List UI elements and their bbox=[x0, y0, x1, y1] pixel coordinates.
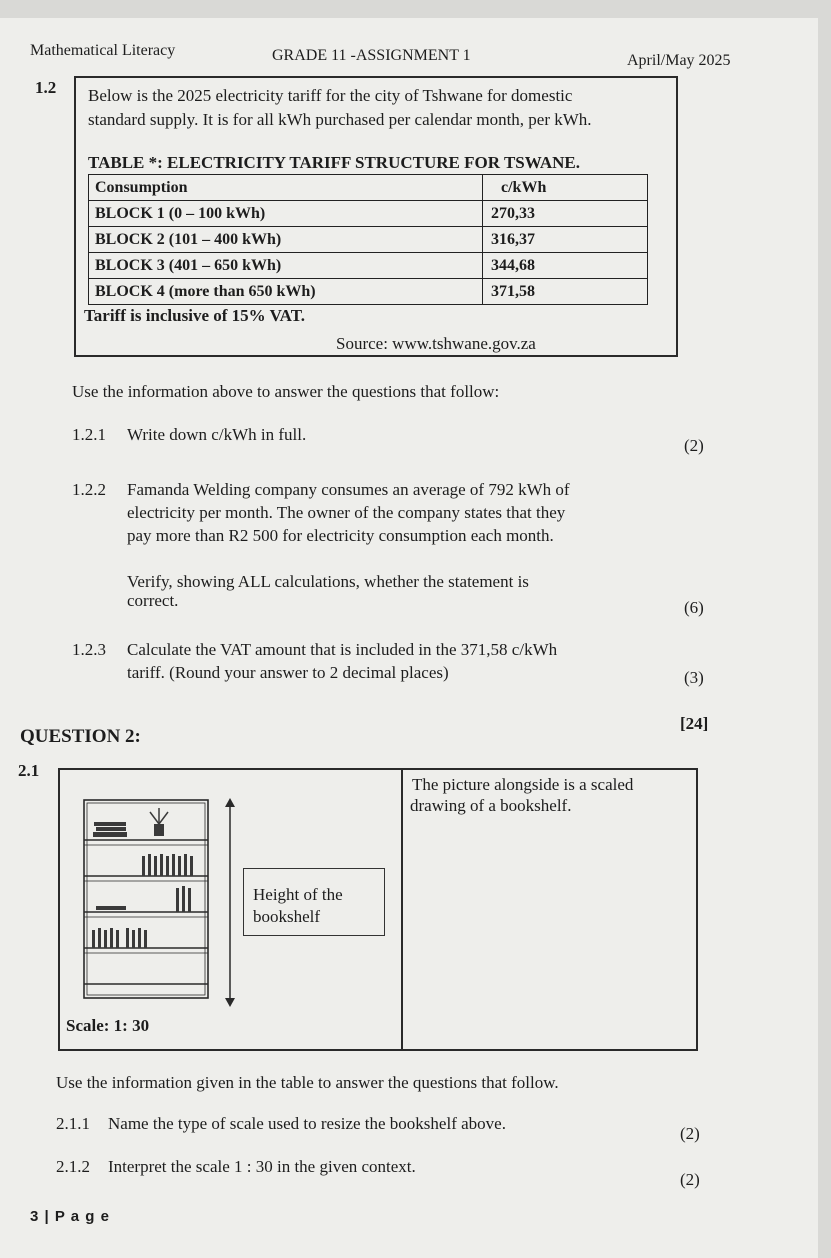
question-text: Famanda Welding company consumes an average of 792 kWh of bbox=[127, 480, 570, 499]
marks: (2) bbox=[680, 1124, 700, 1143]
source-text: Source: www.tshwane.gov.za bbox=[336, 334, 536, 353]
block-cell: BLOCK 3 (401 – 650 kWh) bbox=[89, 253, 483, 279]
intro-line-1: Below is the 2025 electricity tariff for the city of Tshwane for domestic bbox=[88, 86, 573, 105]
question-text: Name the type of scale used to resize the bookshelf above. bbox=[108, 1114, 506, 1133]
table-row bbox=[89, 279, 648, 305]
bookshelf-drawing bbox=[80, 796, 240, 1008]
question-text: pay more than R2 500 for electricity consumption each month. bbox=[127, 526, 554, 545]
question-number: 1.2.3 bbox=[72, 640, 106, 659]
date-header: April/May 2025 bbox=[627, 52, 731, 69]
subject-header: Mathematical Literacy bbox=[30, 42, 176, 59]
header-rate: c/kWh bbox=[483, 175, 648, 201]
instruction-2-1: Use the information given in the table to answer the questions that follow. bbox=[56, 1073, 559, 1092]
question-number: 1.2.1 bbox=[72, 425, 106, 444]
question-number: 2.1.1 bbox=[56, 1114, 90, 1133]
total-marks: [24] bbox=[680, 714, 709, 733]
question-2-title: QUESTION 2: bbox=[20, 726, 141, 747]
marks: (6) bbox=[684, 598, 704, 617]
tariff-table bbox=[88, 174, 648, 305]
block-cell: BLOCK 2 (101 – 400 kWh) bbox=[89, 227, 483, 253]
scale-label: Scale: 1: 30 bbox=[66, 1016, 150, 1035]
question-text: correct. bbox=[127, 591, 179, 610]
table-title: TABLE *: ELECTRICITY TARIFF STRUCTURE FOR TSWANE. bbox=[88, 153, 580, 172]
height-label-line-2: bookshelf bbox=[253, 907, 321, 926]
question-text: Interpret the scale 1 : 30 in the given context. bbox=[108, 1157, 416, 1176]
question-text: Verify, showing ALL calculations, whether the statement is bbox=[127, 572, 529, 591]
rate-cell: 371,58 bbox=[483, 279, 648, 305]
marks: (2) bbox=[680, 1170, 700, 1189]
assignment-header: GRADE 11 -ASSIGNMENT 1 bbox=[272, 47, 471, 64]
rate-cell: 316,37 bbox=[483, 227, 648, 253]
intro-line-2: standard supply. It is for all kWh purchased per calendar month, per kWh. bbox=[88, 110, 592, 129]
block-cell: BLOCK 4 (more than 650 kWh) bbox=[89, 279, 483, 305]
block-cell: BLOCK 1 (0 – 100 kWh) bbox=[89, 201, 483, 227]
question-text: tariff. (Round your answer to 2 decimal places) bbox=[127, 663, 449, 682]
box-text-line-1: The picture alongside is a scaled bbox=[412, 775, 634, 794]
table-header-row bbox=[89, 175, 648, 201]
table-row bbox=[89, 253, 648, 279]
header-consumption: Consumption bbox=[89, 175, 483, 201]
question-number-2-1: 2.1 bbox=[18, 761, 40, 780]
question-number-1-2: 1.2 bbox=[35, 78, 57, 97]
rate-cell: 270,33 bbox=[483, 201, 648, 227]
box-text-line-2: drawing of a bookshelf. bbox=[410, 796, 572, 815]
page-number: 3 | P a g e bbox=[30, 1208, 110, 1225]
marks: (3) bbox=[684, 668, 704, 687]
question-text: electricity per month. The owner of the company states that they bbox=[127, 503, 566, 522]
vat-note: Tariff is inclusive of 15% VAT. bbox=[84, 306, 306, 325]
rate-cell: 344,68 bbox=[483, 253, 648, 279]
question-number: 1.2.2 bbox=[72, 480, 106, 499]
table-row bbox=[89, 227, 648, 253]
question-number: 2.1.2 bbox=[56, 1157, 90, 1176]
table-row bbox=[89, 201, 648, 227]
height-label-line-1: Height of the bbox=[253, 885, 343, 904]
instruction-1-2: Use the information above to answer the questions that follow: bbox=[72, 382, 500, 401]
marks: (2) bbox=[684, 436, 704, 455]
question-text: Calculate the VAT amount that is included in the 371,58 c/kWh bbox=[127, 640, 558, 659]
question-text: Write down c/kWh in full. bbox=[127, 425, 307, 444]
